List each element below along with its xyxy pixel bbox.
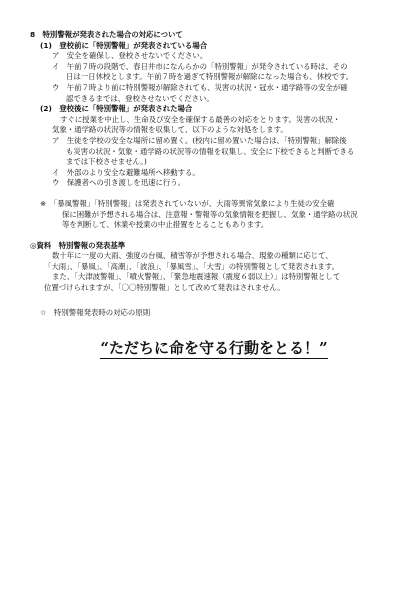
note-line3: 等を判断して、休業や授業の中止措置をとることもあります。 [62,220,269,230]
case2-item-a-line2: も災害の状況・気象・通学路の状況等の情報を収集し、安全に下校できると判断できる [66,146,355,156]
case2-item-i: イ 外部のより安全な避難場所へ移動する。 [52,167,200,177]
principle-slogan-text: “ただちに命を守る行動をとる！” [100,339,328,358]
case2-item-u: ウ 保護者への引き渡しを迅速に行う。 [52,178,186,188]
reference-line2: 「大雨」、「暴風」、「高潮」、「波浪」、「暴風雪」、「大雪」の特別警報として発表されます。 [44,261,339,271]
case1-title: (1) 登校前に「特別警報」が発表されている場合 [40,40,208,50]
section-heading: 8 特別警報が発表された場合の対応について [30,30,183,39]
case2-para-line2: 気象・通学路の状況等の情報を収集して、以下のような対処をします。 [52,125,288,135]
case1-item-a: ア 安全を確保し、登校させないでください。 [52,51,208,61]
principle-heading: ☆ 特別警報発表時の対応の原則 [40,307,151,317]
reference-line1: 数十年に一度の大雨、強度の台風、積雪等が予想される場合、現象の種類に応じて、 [52,251,333,261]
case2-para-line1: すぐに授業を中止し、生命及び安全を確保する最善の対応をとります。災害の状況・ [60,114,341,124]
reference-line4: 位置づけられますが、「〇〇特別警報」として改めて発表はされません。 [44,283,285,293]
case1-item-i-line2: 日は一日休校とします。午前７時を過ぎて特別警報が解除になった場合も、休校です。 [66,72,354,82]
case1-item-i-line1: イ 午前７時の段階で、春日井市になんらかの「特別警報」が発令されている時は、その [52,61,348,71]
reference-line3: また、「大津波警報」、「噴火警報」、「緊急地震速報（震度６弱以上）」は特別警報として [52,272,341,282]
principle-slogan [30,338,398,358]
case2-title: (2) 登校後に「特別警報」が発表された場合 [40,104,193,114]
reference-heading: ◎資料 特別警報の発表基準 [30,240,126,250]
case1-item-u-line1: ウ 午前７時より前に特別警報が解除されても、災害の状況・冠水・通学路等の安全が確 [52,82,348,92]
case2-item-a-line1: ア 生徒を学校の安全な場所に留め置く。(校内に留め置いた場合は、「特別警報」解除後 [52,135,347,145]
note-line2: 保に困難が予想される場合は、注意報・警報等の気象情報を把握し、気象・通学路の状況 [62,209,358,219]
note-line1: ※ 「暴風警報」「特別警報」は発表されていないが、大雨等異常気象により生徒の安全確 [40,198,335,208]
case1-item-u-line2: 認できるまでは、登校させないでください。 [66,93,214,103]
case2-item-a-line3: までは下校させません。) [66,157,147,167]
